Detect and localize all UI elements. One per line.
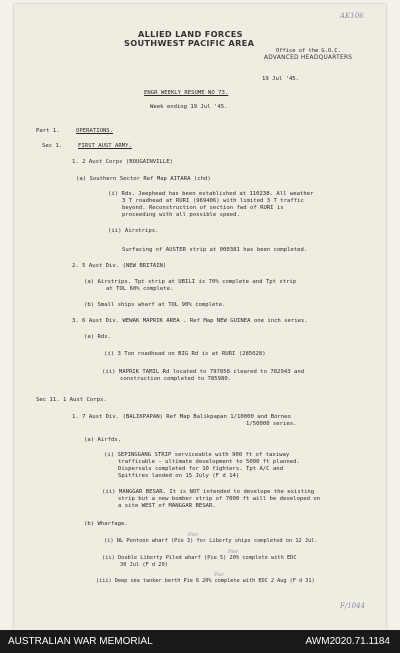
- week-ending: Week ending 19 Jul '45.: [150, 104, 228, 110]
- text-line: (a) Airstrips. Tpt strip at UBILI is 70% complete and Tpt strip: [84, 279, 297, 285]
- text-line: (ii) MANGGAR BESAR. It is NOT intended to develope the existing: [102, 489, 315, 495]
- item-heading: 3. 6 Aust Div. WEWAK MAPRIK AREA . Ref Map NEW GUINEA one inch series.: [72, 318, 308, 324]
- text-line: (ii) Double Liberty Piled wharf (Pie 5) 20% complete with EDC: [102, 555, 297, 561]
- item-heading: 1. 2 Aust Corps (BOUGAINVILLE): [72, 159, 174, 165]
- org-line-2: SOUTHWEST PACIFIC AREA: [124, 38, 255, 48]
- text-line: strip but a new bomber strip of 7000 ft will be developed on: [118, 496, 321, 502]
- office-line-1: Office of the G.O.C.: [276, 48, 341, 54]
- office-line-2: ADVANCED HEADQUARTERS: [264, 55, 353, 61]
- part-label: Part 1.: [36, 128, 60, 134]
- handwritten-annotation: Pier: [188, 532, 199, 538]
- text-line: 3 T roadhead at RURI (969406) with limited 3 T traffic: [122, 198, 304, 204]
- text-line: (ii) MAPRIK TAMIL Rd located to 797858 cleared to 782943 and: [102, 369, 305, 375]
- archive-footer: [0, 630, 400, 653]
- text-line: (i) SEPINGGANG STRIP serviceable with 900 ft of taxiway: [104, 452, 290, 458]
- text-line: Spitfires landed on 15 July (F d 14): [118, 473, 240, 479]
- text-line: 1/50000 series.: [246, 421, 297, 427]
- section-title: FIRST AUST ARMY.: [78, 143, 132, 149]
- section-label: Sec 11. 1 Aust Corps.: [36, 397, 107, 403]
- org-line-1: ALLIED LAND FORCES: [138, 29, 243, 39]
- text-line: at TOL 60% complete.: [106, 286, 174, 292]
- text-line: (iii) Deep sea tanker berth Pie 6 20% complete with EDC 2 Aug (F d 31): [96, 578, 315, 584]
- text-line: Dispersals completed for 10 fighters. Tpt A/C and: [118, 466, 284, 472]
- document-date: 19 Jul '45.: [262, 76, 300, 82]
- handwritten-reference: AK106: [340, 12, 364, 20]
- subitem-heading: (a) Airfds.: [84, 437, 122, 443]
- text-line: (i) Rds. Jeephead has been established at 110238. All weather: [108, 191, 314, 197]
- text-line: construction completed to 785980.: [120, 376, 232, 382]
- text-line: (i) NL Pontoon wharf (Pie 3) for Liberty ships completed on 12 Jul.: [104, 538, 318, 544]
- footer-institution: AUSTRALIAN WAR MEMORIAL: [8, 636, 153, 647]
- handwritten-annotation: Pier: [214, 572, 225, 578]
- text-line: (ii) Airstrips.: [108, 228, 159, 234]
- text-line: (b) Small ships wharf at TOL 90% complete.: [84, 302, 226, 308]
- text-line: beyond. Reconstruction of section fwd of RURI is: [122, 205, 284, 211]
- document-title: ENGR WEEKLY RESUME NO 73.: [144, 90, 229, 96]
- text-line: a site WEST of MANGGAR BESAR.: [118, 503, 216, 509]
- text-line: (i) 3 Ton roadhead on BIG Rd is at RURI (285028): [104, 351, 266, 357]
- text-line: Surfacing of AUSTER strip at 000381 has been completed.: [122, 247, 308, 253]
- item-heading: 1. 7 Aust Div. (BALIKPAPAN) Ref Map Balikpapan 1/10000 and Borneo: [72, 414, 291, 420]
- subitem-heading: (a) Southern Sector Ref Map AITARA (chd): [76, 176, 211, 182]
- part-title: OPERATIONS.: [76, 128, 114, 134]
- text-line: proceeding with all possible speed.: [122, 212, 240, 218]
- footer-accession-number: AWM2020.71.1184: [305, 636, 390, 647]
- text-line: 30 Jul (F d 29): [120, 562, 168, 568]
- document-page: [14, 4, 386, 630]
- subitem-heading: (a) Rds.: [84, 334, 111, 340]
- handwritten-corner-note: F/1044: [340, 602, 366, 610]
- subitem-heading: (b) Wharfage.: [84, 521, 128, 527]
- handwritten-annotation: Pier: [228, 549, 239, 555]
- section-label: Sec 1.: [42, 143, 63, 149]
- item-heading: 2. 5 Aust Div. (NEW BRITAIN): [72, 263, 167, 269]
- text-line: trafficable - ultimate development to 5000 ft planned.: [118, 459, 300, 465]
